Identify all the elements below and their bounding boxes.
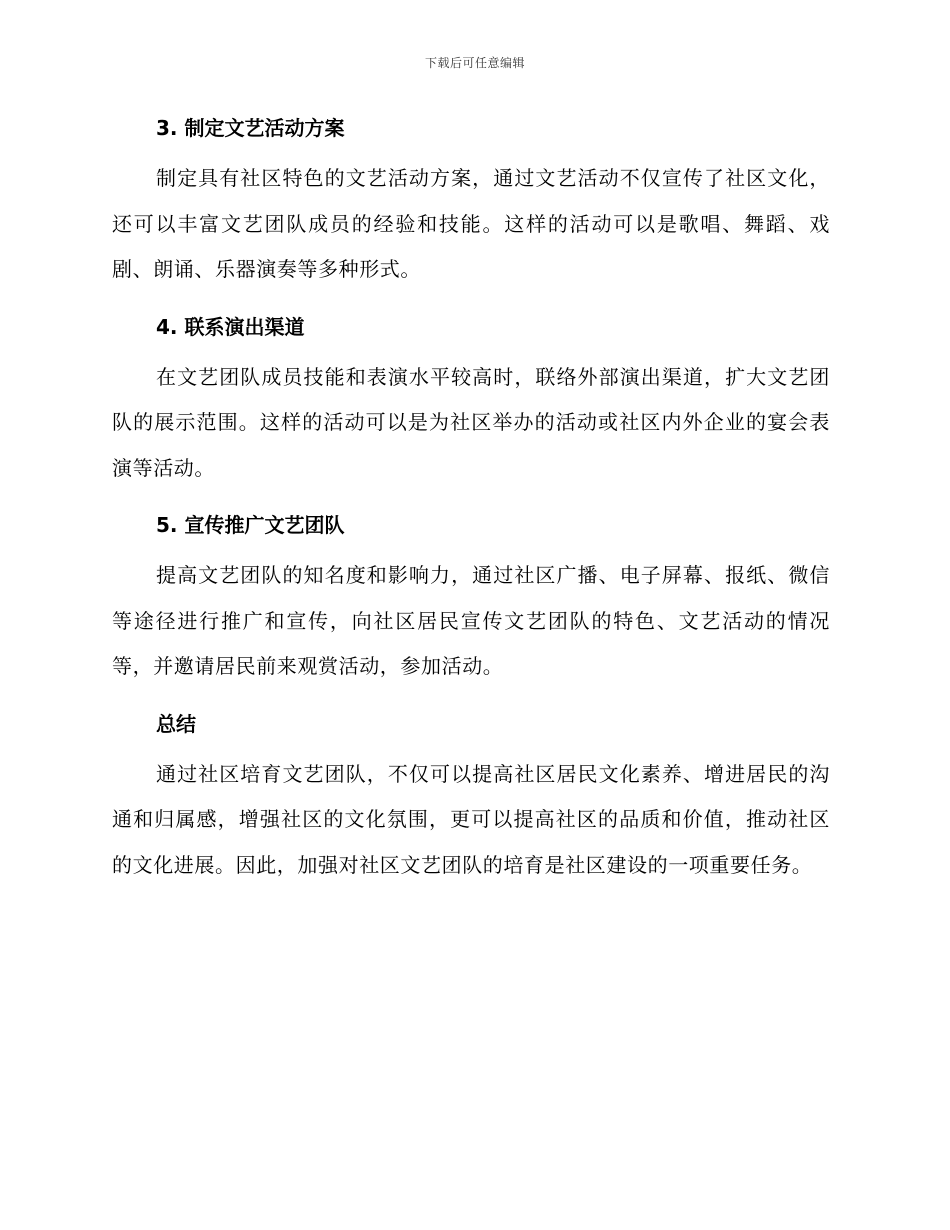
section-paragraph: 提高文艺团队的知名度和影响力，通过社区广播、电子屏幕、报纸、微信等途径进行推广和宣传，向社区居民宣传文艺团队的特色、文艺活动的情况等，并邀请居民前来观赏活动，参加活动。 xyxy=(112,563,830,678)
summary-heading: 总结 xyxy=(156,711,196,736)
page-header-note: 下载后可任意编辑 xyxy=(424,56,525,70)
summary-paragraph: 通过社区培育文艺团队，不仅可以提高社区居民文化素养、增进居民的沟通和归属感，增强社区的文化氛围，更可以提高社区的品质和价值，推动社区的文化进展。因此，加强对社区文艺团队的培育是社区建设的一项重要任务。 xyxy=(112,761,830,877)
section-heading: 4. 联系演出渠道 xyxy=(156,314,305,339)
section-heading: 3. 制定文艺活动方案 xyxy=(156,116,345,140)
section-heading: 5. 宣传推广文艺团队 xyxy=(156,513,345,537)
section-paragraph: 制定具有社区特色的文艺活动方案，通过文艺活动不仅宣传了社区文化，还可以丰富文艺团队成员的经验和技能。这样的活动可以是歌唱、舞蹈、戏剧、朗诵、乐器演奏等多种形式。 xyxy=(112,166,830,281)
section-paragraph: 在文艺团队成员技能和表演水平较高时，联络外部演出渠道，扩大文艺团队的展示范围。这样的活动可以是为社区举办的活动或社区内外企业的宴会表演等活动。 xyxy=(112,364,830,480)
document-body xyxy=(112,112,830,888)
